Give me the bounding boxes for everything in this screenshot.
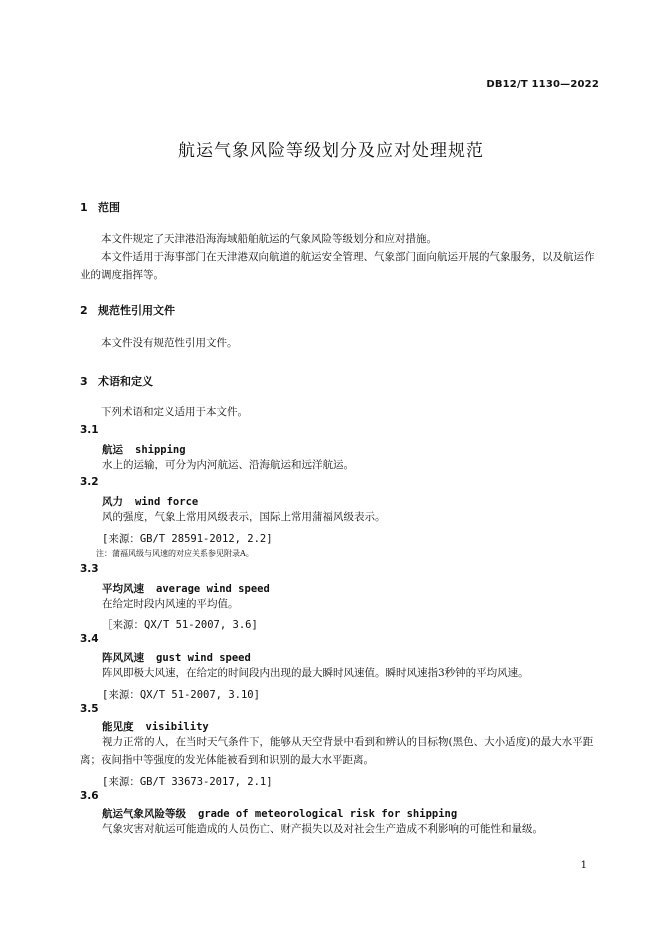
- scope-paragraph-2: 本文件适用于海事部门在天津港双向航道的航运安全管理、气象部门面向航运开展的气象服务，以及航运作业的调度指挥等。: [80, 251, 595, 281]
- term-chinese: 风力: [102, 496, 123, 508]
- term-number: 3.1: [80, 424, 99, 436]
- section-number: 3: [80, 375, 88, 388]
- term-chinese: 能见度: [102, 721, 134, 733]
- term-english: shipping: [135, 444, 186, 456]
- term-definition: 在给定时段内风速的平均值。: [102, 598, 239, 610]
- term-english: gust wind speed: [156, 652, 251, 664]
- term-source: [来源：GB/T 33673-2017, 2.1]: [102, 776, 273, 788]
- term-english: visibility: [145, 721, 209, 733]
- section-title: 规范性引用文件: [98, 304, 175, 317]
- section-heading-normative: [80, 302, 175, 318]
- term-definition: 气象灾害对航运可能造成的人员伤亡、财产损失以及对社会生产造成不利影响的可能性和量级。: [102, 823, 543, 835]
- term-number: 3.4: [80, 633, 99, 645]
- terms-intro: 下列术语和定义适用于本文件。: [101, 406, 248, 418]
- normative-paragraph: 本文件没有规范性引用文件。: [101, 337, 238, 349]
- term-english: wind force: [135, 496, 199, 508]
- section-title: 术语和定义: [98, 375, 153, 388]
- scope-paragraph-1: 本文件规定了天津港沿海海域船舶航运的气象风险等级划分和应对措施。: [101, 233, 437, 245]
- term-english: grade of meteorological risk for shipping: [198, 808, 458, 820]
- term-number: 3.2: [80, 476, 99, 488]
- term-entry: [102, 719, 209, 734]
- page-number: 1: [580, 860, 587, 871]
- term-source: [来源：QX/T 51-2007, 3.10]: [102, 689, 260, 701]
- term-number: 3.6: [80, 790, 99, 802]
- term-source: [来源：GB/T 28591-2012, 2.2]: [102, 533, 273, 545]
- section-heading-scope: [80, 199, 120, 215]
- term-definition: 风的强度，气象上常用风级表示，国际上常用蒲福风级表示。: [102, 511, 386, 523]
- section-number: 2: [80, 304, 88, 317]
- term-entry: [102, 442, 186, 457]
- term-entry: [102, 494, 198, 509]
- section-title: 范围: [98, 201, 120, 214]
- term-chinese: 平均风速: [102, 583, 144, 595]
- document-number: DB12/T 1130—2022: [486, 79, 599, 90]
- term-entry: [102, 650, 251, 665]
- term-definition: 水上的运输，可分为内河航运、沿海航运和远洋航运。: [102, 459, 354, 471]
- term-number: 3.3: [80, 563, 99, 575]
- term-definition: 阵风即极大风速，在给定的时间段内出现的最大瞬时风速值。瞬时风速指3秒钟的平均风速。: [102, 667, 529, 679]
- term-note: 注：蒲福风级与风速的对应关系参见附录A。: [96, 549, 254, 558]
- term-number: 3.5: [80, 703, 99, 715]
- term-chinese: 航运气象风险等级: [102, 808, 186, 820]
- term-definition: 视力正常的人，在当时天气条件下，能够从天空背景中看到和辨认的目标物(黑色、大小适度)的最大水平距离；夜间指中等强度的发光体能被看到和识别的最大水平距离。: [80, 736, 594, 766]
- document-title: 航运气象风险等级划分及应对处理规范: [178, 141, 484, 161]
- term-english: average wind speed: [156, 583, 270, 595]
- term-entry: [102, 806, 457, 821]
- term-chinese: 阵风风速: [102, 652, 144, 664]
- term-source: ［来源：QX/T 51-2007, 3.6]: [102, 619, 258, 631]
- term-chinese: 航运: [102, 444, 123, 456]
- section-number: 1: [80, 201, 88, 214]
- term-entry: [102, 581, 270, 596]
- section-heading-terms: [80, 373, 153, 389]
